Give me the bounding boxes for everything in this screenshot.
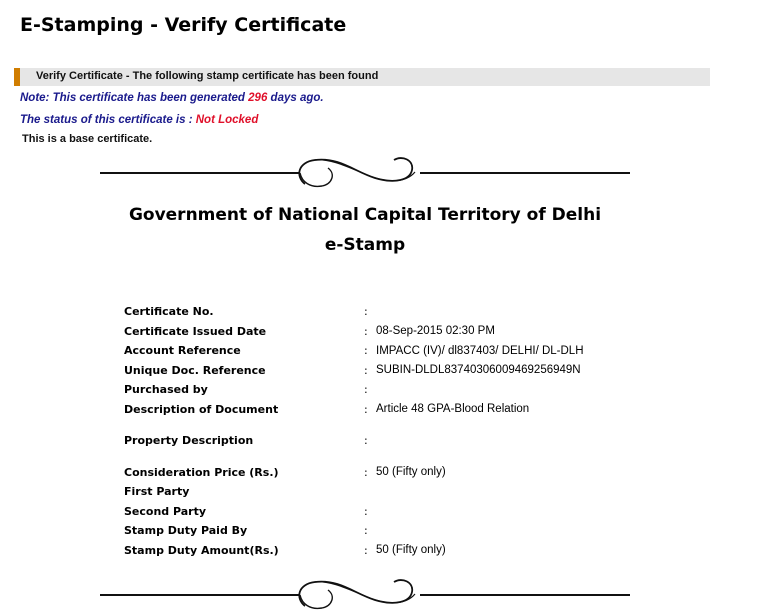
page-title: E-Stamping - Verify Certificate [20, 14, 347, 36]
field-colon: : [364, 524, 368, 538]
field-label: Certificate No. [124, 305, 214, 319]
certificate-details-table [124, 302, 636, 560]
field-label: Unique Doc. Reference [124, 363, 266, 377]
field-colon: : [364, 324, 368, 338]
field-value [376, 380, 636, 400]
table-row [124, 361, 636, 381]
field-value: Article 48 GPA-Blood Relation [376, 403, 530, 416]
table-row [124, 322, 636, 342]
table-row [124, 521, 636, 541]
field-colon: : [364, 543, 368, 557]
field-colon: : [364, 383, 368, 397]
field-colon: : [364, 504, 368, 518]
banner-text: Verify Certificate - The following stamp certificate has been found [36, 70, 379, 82]
field-label: Description of Document [124, 402, 279, 416]
field-value [376, 431, 636, 451]
field-label: Certificate Issued Date [124, 324, 267, 338]
table-row [124, 482, 636, 502]
field-value [376, 482, 636, 502]
result-banner [14, 68, 710, 86]
status-prefix: The status of this certificate is : [20, 114, 196, 126]
ornamental-divider-bottom-icon [100, 572, 630, 612]
table-row [124, 341, 636, 361]
field-label: Second Party [124, 504, 207, 518]
field-value: 50 (Fifty only) [376, 466, 446, 479]
generated-note-prefix: Note: This certificate has been generated [20, 92, 249, 104]
field-value [376, 302, 636, 322]
estamp-title: e-Stamp [324, 235, 406, 255]
ornamental-divider-top-icon [100, 150, 630, 190]
row-spacer [124, 451, 636, 463]
field-value: 50 (Fifty only) [376, 544, 446, 557]
field-colon: : [364, 305, 368, 319]
field-colon: : [364, 402, 368, 416]
table-row [124, 463, 636, 483]
field-colon [364, 482, 376, 502]
table-row [124, 541, 636, 561]
field-label: Stamp Duty Paid By [124, 524, 248, 538]
government-title: Government of National Capital Territory of Delhi [128, 205, 602, 225]
field-value: SUBIN-DLDL83740306009469256949N [376, 364, 581, 377]
banner-accent-bar [14, 68, 20, 86]
status-note [20, 114, 258, 126]
generated-days: 296 [248, 92, 268, 104]
table-row [124, 502, 636, 522]
status-value: Not Locked [195, 114, 259, 126]
table-row [124, 400, 636, 420]
field-value: IMPACC (IV)/ dl837403/ DELHI/ DL-DLH [376, 344, 584, 357]
field-label: Purchased by [124, 383, 208, 397]
field-colon: : [364, 465, 368, 479]
field-colon: : [364, 344, 368, 358]
table-row [124, 302, 636, 322]
generated-note [20, 92, 324, 104]
base-certificate-note: This is a base certificate. [22, 133, 153, 145]
field-label: First Party [124, 485, 190, 499]
field-label: Account Reference [124, 344, 241, 358]
field-label: Stamp Duty Amount(Rs.) [124, 543, 279, 557]
generated-note-suffix: days ago. [267, 92, 324, 104]
field-value [376, 521, 636, 541]
field-colon: : [364, 363, 368, 377]
field-value [376, 502, 636, 522]
field-label: Consideration Price (Rs.) [124, 465, 279, 479]
field-colon: : [364, 434, 368, 448]
table-row [124, 431, 636, 451]
field-label: Property Description [124, 434, 254, 448]
field-value: 08-Sep-2015 02:30 PM [376, 325, 495, 338]
table-row [124, 380, 636, 400]
row-spacer [124, 419, 636, 431]
